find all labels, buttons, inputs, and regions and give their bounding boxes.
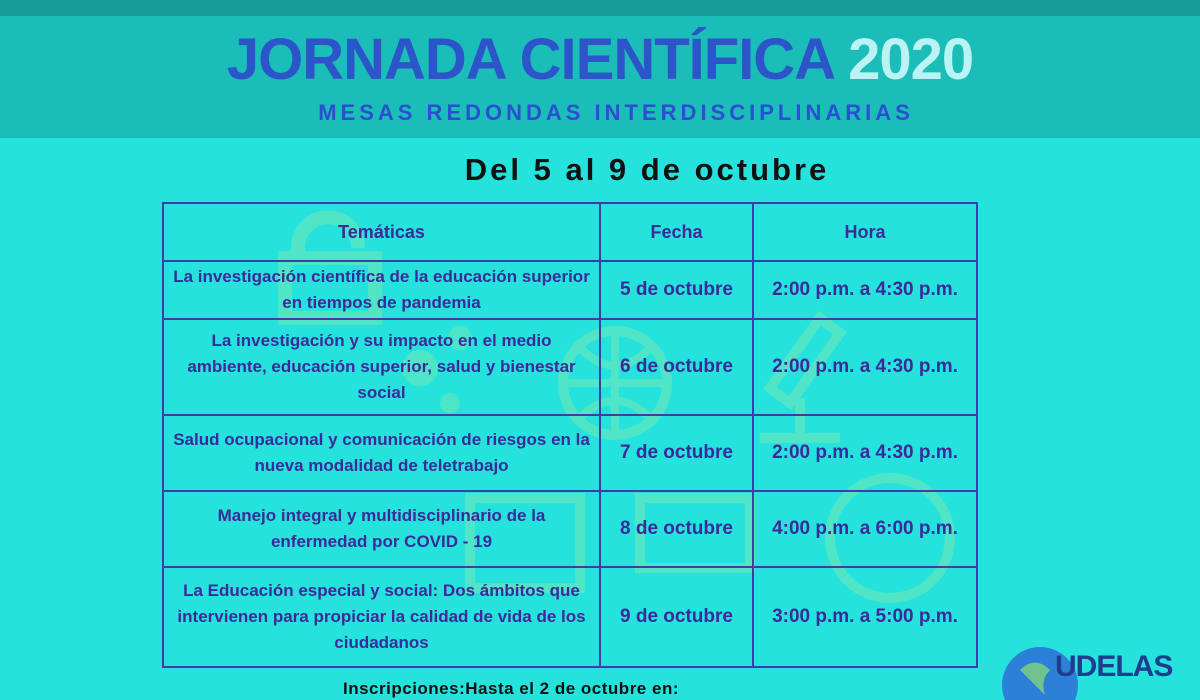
tema-cell: Manejo integral y multidisciplinario de la enfermedad por COVID - 19 bbox=[163, 491, 600, 567]
date-range: Del 5 al 9 de octubre bbox=[464, 152, 830, 187]
tema-cell: Salud ocupacional y comunicación de riesgos en la nueva modalidad de teletrabajo bbox=[163, 415, 600, 491]
page-subtitle: MESAS REDONDAS INTERDISCIPLINARIAS bbox=[318, 100, 914, 125]
hora-cell: 3:00 p.m. a 5:00 p.m. bbox=[753, 567, 977, 667]
header-band bbox=[0, 16, 1200, 138]
hora-cell: 4:00 p.m. a 6:00 p.m. bbox=[753, 491, 977, 567]
title-text: JORNADA CIENTÍFICA bbox=[226, 27, 833, 92]
col-header-tematicas: Temáticas bbox=[163, 203, 600, 261]
table-row bbox=[163, 415, 977, 491]
col-header-fecha: Fecha bbox=[600, 203, 753, 261]
table-header-row bbox=[163, 203, 977, 261]
tema-cell: La Educación especial y social: Dos ámbitos que intervienen para propiciar la calidad de vida de los ciudadanos bbox=[163, 567, 600, 667]
tema-cell: La investigación científica de la educación superior en tiempos de pandemia bbox=[163, 261, 600, 319]
table-row bbox=[163, 261, 977, 319]
hora-cell: 2:00 p.m. a 4:30 p.m. bbox=[753, 415, 977, 491]
col-header-hora: Hora bbox=[753, 203, 977, 261]
top-strip bbox=[0, 0, 1200, 16]
table-row bbox=[163, 491, 977, 567]
udelas-logo-text: UDELAS bbox=[1055, 650, 1173, 683]
schedule-table bbox=[162, 202, 978, 668]
table-row bbox=[163, 567, 977, 667]
tema-cell: La investigación y su impacto en el medio ambiente, educación superior, salud y bienestar social bbox=[163, 319, 600, 415]
fecha-cell: 8 de octubre bbox=[600, 491, 753, 567]
inscripciones-text: Inscripciones:Hasta el 2 de octubre en: bbox=[343, 679, 679, 698]
table-row bbox=[163, 319, 977, 415]
fecha-cell: 7 de octubre bbox=[600, 415, 753, 491]
fecha-cell: 6 de octubre bbox=[600, 319, 753, 415]
page-title bbox=[0, 28, 1200, 92]
hora-cell: 2:00 p.m. a 4:30 p.m. bbox=[753, 319, 977, 415]
fecha-cell: 5 de octubre bbox=[600, 261, 753, 319]
fecha-cell: 9 de octubre bbox=[600, 567, 753, 667]
hora-cell: 2:00 p.m. a 4:30 p.m. bbox=[753, 261, 977, 319]
title-year: 2020 bbox=[848, 27, 974, 92]
